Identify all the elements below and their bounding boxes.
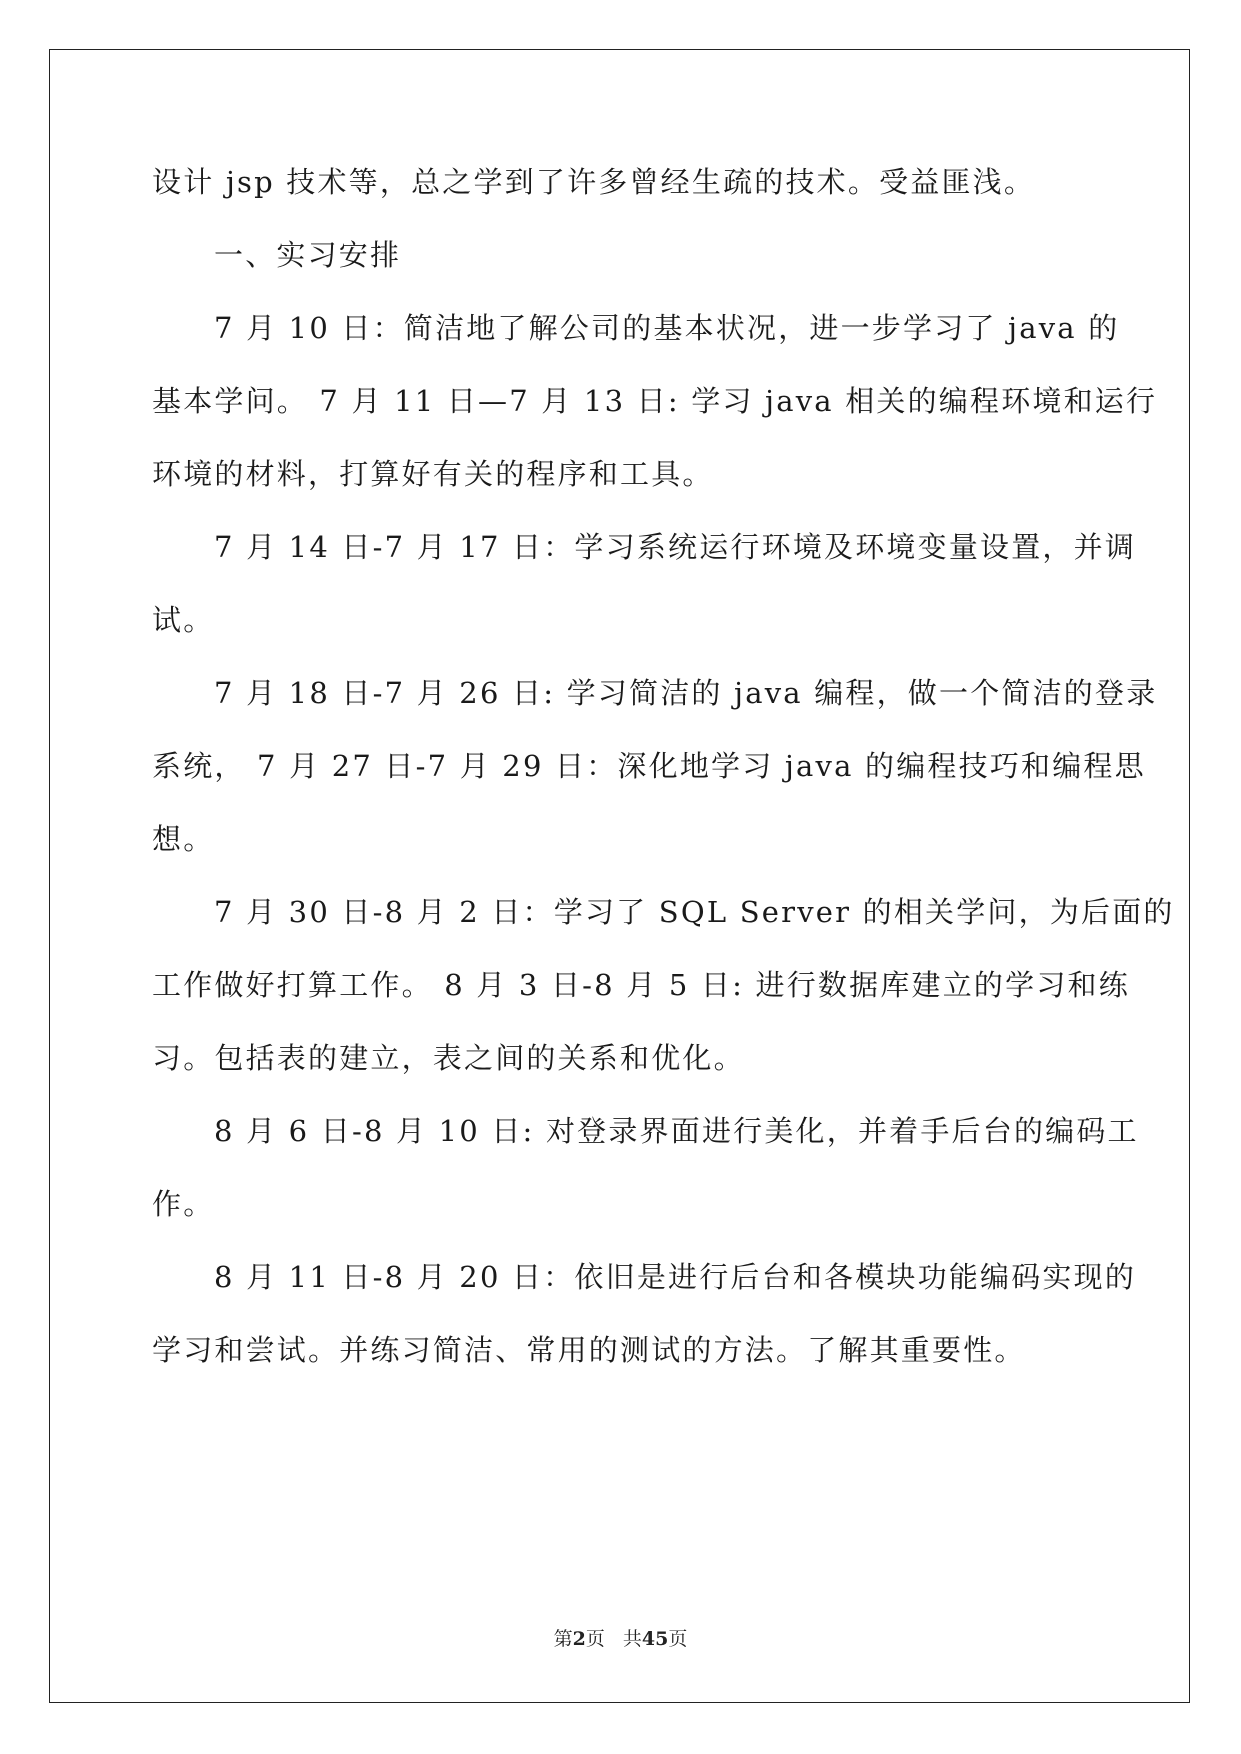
text-line: 系统， 7 月 27 日-7 月 29 日：深化地学习 java 的编程技巧和编程思 <box>152 749 1146 783</box>
text-line: 作。 <box>152 1187 215 1221</box>
text-line: 学习和尝试。并练习简洁、常用的测试的方法。了解其重要性。 <box>152 1333 1026 1367</box>
text-line: 7 月 30 日-8 月 2 日：学习了 SQL Server 的相关学问，为后面的 <box>214 895 1175 929</box>
section-heading: 一、实习安排 <box>214 238 402 272</box>
page-current: 2 <box>572 1628 586 1650</box>
text-line: 8 月 11 日-8 月 20 日：依旧是进行后台和各模块功能编码实现的 <box>214 1260 1137 1294</box>
page-footer <box>0 1627 1241 1651</box>
text-line: 7 月 18 日-7 月 26 日: 学习简洁的 java 编程，做一个简洁的登录 <box>214 676 1158 710</box>
text-line: 设计 jsp 技术等，总之学到了许多曾经生疏的技术。受益匪浅。 <box>152 165 1036 199</box>
text-line: 7 月 14 日-7 月 17 日：学习系统运行环境及环境变量设置，并调 <box>214 530 1137 564</box>
text-line: 环境的材料，打算好有关的程序和工具。 <box>152 457 714 491</box>
page-total: 45 <box>641 1628 669 1650</box>
page-border <box>49 49 1190 1703</box>
text-line: 8 月 6 日-8 月 10 日: 对登录界面进行美化，并着手后台的编码工 <box>214 1114 1139 1148</box>
text-line: 工作做好打算工作。 8 月 3 日-8 月 5 日: 进行数据库建立的学习和练 <box>152 968 1130 1002</box>
text-line: 基本学问。 7 月 11 日—7 月 13 日: 学习 java 相关的编程环境和运行 <box>152 384 1158 418</box>
page-prefix: 第 <box>553 1628 573 1650</box>
text-line: 习。包括表的建立，表之间的关系和优化。 <box>152 1041 745 1075</box>
text-line: 想。 <box>152 822 215 856</box>
text-line: 7 月 10 日：简洁地了解公司的基本状况，进一步学习了 java 的 <box>214 311 1120 345</box>
page-suffix: 页 <box>585 1628 605 1650</box>
total-suffix: 页 <box>668 1628 688 1650</box>
text-line: 试。 <box>152 603 215 637</box>
total-prefix: 共 <box>622 1628 642 1650</box>
